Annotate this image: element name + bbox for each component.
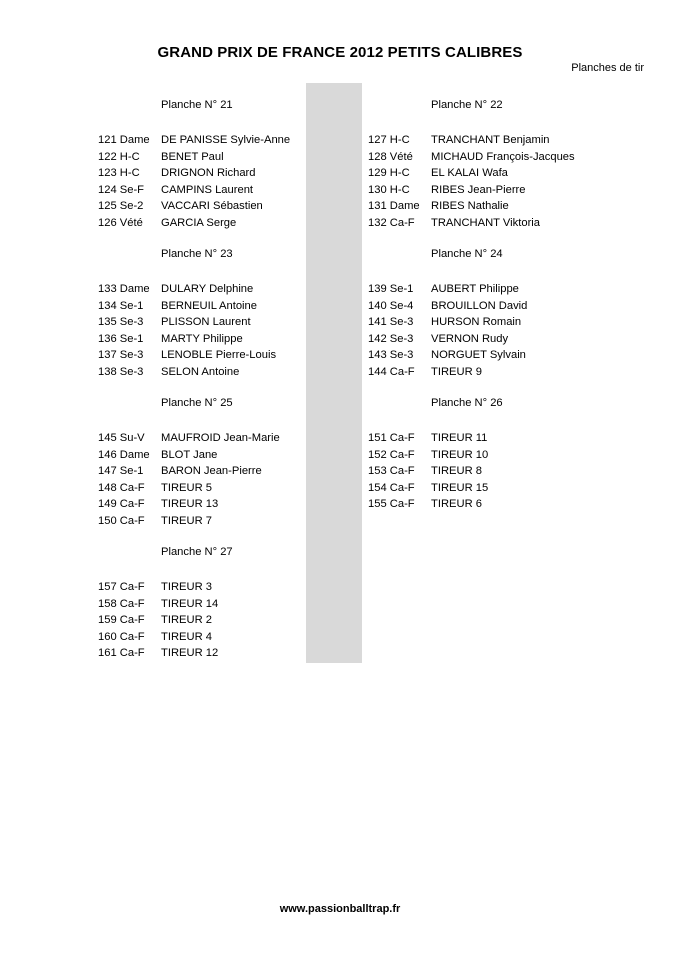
- shooter-name: VACCARI Sébastien: [161, 200, 263, 213]
- shooter-number: 134 Se-1: [98, 299, 144, 312]
- shooter-name: CAMPINS Laurent: [161, 183, 254, 196]
- shooter-number: 151 Ca-F: [368, 432, 415, 444]
- shooter-number: 143 Se-3: [368, 349, 414, 362]
- column-divider: [306, 83, 362, 663]
- shooter-number: 122 H-C: [98, 150, 140, 163]
- shooter-name: TIREUR 7: [161, 515, 212, 527]
- planche-title: Planche N° 24: [431, 248, 503, 260]
- shooter-name: TIREUR 6: [431, 498, 482, 511]
- shooter-name: EL KALAI Wafa: [431, 167, 508, 180]
- shooter-name: HURSON Romain: [431, 316, 522, 329]
- shooter-name: TIREUR 2: [161, 614, 212, 627]
- shooter-number: 121 Dame: [98, 134, 150, 146]
- shooter-number: 141 Se-3: [368, 316, 414, 329]
- shooter-name: TIREUR 12: [161, 647, 219, 660]
- shooter-number: 129 H-C: [368, 167, 410, 180]
- shooter-number: 125 Se-2: [98, 200, 144, 213]
- shooter-number: 142 Se-3: [368, 332, 414, 345]
- shooter-number: 146 Dame: [98, 448, 150, 461]
- planche-title: Planche N° 22: [431, 99, 503, 111]
- shooter-name: SELON Antoine: [161, 366, 240, 378]
- shooter-name: TRANCHANT Benjamin: [431, 134, 550, 146]
- shooter-name: TIREUR 14: [161, 597, 219, 610]
- shooter-number: 140 Se-4: [368, 299, 414, 312]
- shooter-number: 136 Se-1: [98, 332, 144, 345]
- shooter-name: DE PANISSE Sylvie-Anne: [161, 134, 291, 146]
- shooter-number: 154 Ca-F: [368, 481, 415, 494]
- shooter-number: 130 H-C: [368, 183, 410, 196]
- shooter-number: 159 Ca-F: [98, 614, 145, 627]
- shooter-name: RIBES Nathalie: [431, 200, 509, 213]
- planche-title: Planche N° 23: [161, 248, 233, 260]
- shooter-name: BLOT Jane: [161, 448, 218, 461]
- shooter-name: MICHAUD François-Jacques: [431, 150, 575, 163]
- shooter-number: 144 Ca-F: [368, 366, 415, 378]
- shooter-number: 128 Vété: [368, 150, 413, 163]
- shooter-name: TIREUR 11: [431, 432, 488, 444]
- shooter-name: DRIGNON Richard: [161, 167, 256, 180]
- footer-url: www.passionballtrap.fr: [279, 903, 401, 915]
- shooter-number: 153 Ca-F: [368, 465, 415, 478]
- shooter-number: 135 Se-3: [98, 316, 144, 329]
- shooter-name: BENET Paul: [161, 150, 224, 163]
- shooter-number: 152 Ca-F: [368, 448, 415, 461]
- page-title: GRAND PRIX DE FRANCE 2012 PETITS CALIBRES: [157, 44, 523, 61]
- shooter-name: MARTY Philippe: [161, 332, 243, 345]
- shooter-number: 150 Ca-F: [98, 515, 145, 527]
- planche-title: Planche N° 27: [161, 546, 233, 558]
- shooter-name: TIREUR 13: [161, 498, 219, 511]
- shooter-name: DULARY Delphine: [161, 283, 254, 295]
- shooter-number: 160 Ca-F: [98, 630, 145, 643]
- shooter-number: 155 Ca-F: [368, 498, 415, 511]
- shooter-number: 157 Ca-F: [98, 581, 145, 593]
- shooter-name: RIBES Jean-Pierre: [431, 183, 526, 196]
- shooter-name: TRANCHANT Viktoria: [431, 217, 540, 229]
- shooter-number: 139 Se-1: [368, 283, 414, 295]
- shooter-number: 133 Dame: [98, 283, 150, 295]
- shooter-name: TIREUR 10: [431, 448, 489, 461]
- shooter-name: VERNON Rudy: [431, 332, 509, 345]
- shooter-number: 145 Su-V: [98, 432, 145, 444]
- shooter-name: TIREUR 5: [161, 481, 212, 494]
- shooter-number: 132 Ca-F: [368, 217, 415, 229]
- shooter-number: 137 Se-3: [98, 349, 144, 362]
- shooter-number: 123 H-C: [98, 167, 140, 180]
- shooter-name: TIREUR 9: [431, 366, 482, 378]
- shooter-name: NORGUET Sylvain: [431, 349, 526, 362]
- shooter-name: MAUFROID Jean-Marie: [161, 432, 280, 444]
- shooter-number: 148 Ca-F: [98, 481, 145, 494]
- shooter-name: BERNEUIL Antoine: [161, 299, 257, 312]
- shooter-name: TIREUR 4: [161, 630, 212, 643]
- shooter-name: AUBERT Philippe: [431, 283, 519, 295]
- shooter-name: GARCIA Serge: [161, 217, 237, 229]
- shooter-name: TIREUR 3: [161, 581, 212, 593]
- shooter-name: BROUILLON David: [431, 299, 528, 312]
- shooter-name: TIREUR 15: [431, 481, 489, 494]
- shooter-number: 147 Se-1: [98, 465, 144, 478]
- shooter-number: 131 Dame: [368, 200, 420, 213]
- shooter-number: 126 Vété: [98, 217, 143, 229]
- shooter-number: 158 Ca-F: [98, 597, 145, 610]
- shooter-number: 127 H-C: [368, 134, 410, 146]
- shooter-name: LENOBLE Pierre-Louis: [161, 349, 277, 362]
- shooter-name: BARON Jean-Pierre: [161, 465, 262, 478]
- shooter-number: 161 Ca-F: [98, 647, 145, 660]
- planche-title: Planche N° 26: [431, 397, 503, 409]
- shooter-name: PLISSON Laurent: [161, 316, 251, 329]
- shooter-number: 138 Se-3: [98, 366, 144, 378]
- planche-title: Planche N° 21: [161, 99, 233, 111]
- shooter-name: TIREUR 8: [431, 465, 482, 478]
- shooter-number: 124 Se-F: [98, 183, 145, 196]
- shooter-number: 149 Ca-F: [98, 498, 145, 511]
- page-subtitle: Planches de tir: [571, 62, 644, 74]
- planche-title: Planche N° 25: [161, 397, 233, 409]
